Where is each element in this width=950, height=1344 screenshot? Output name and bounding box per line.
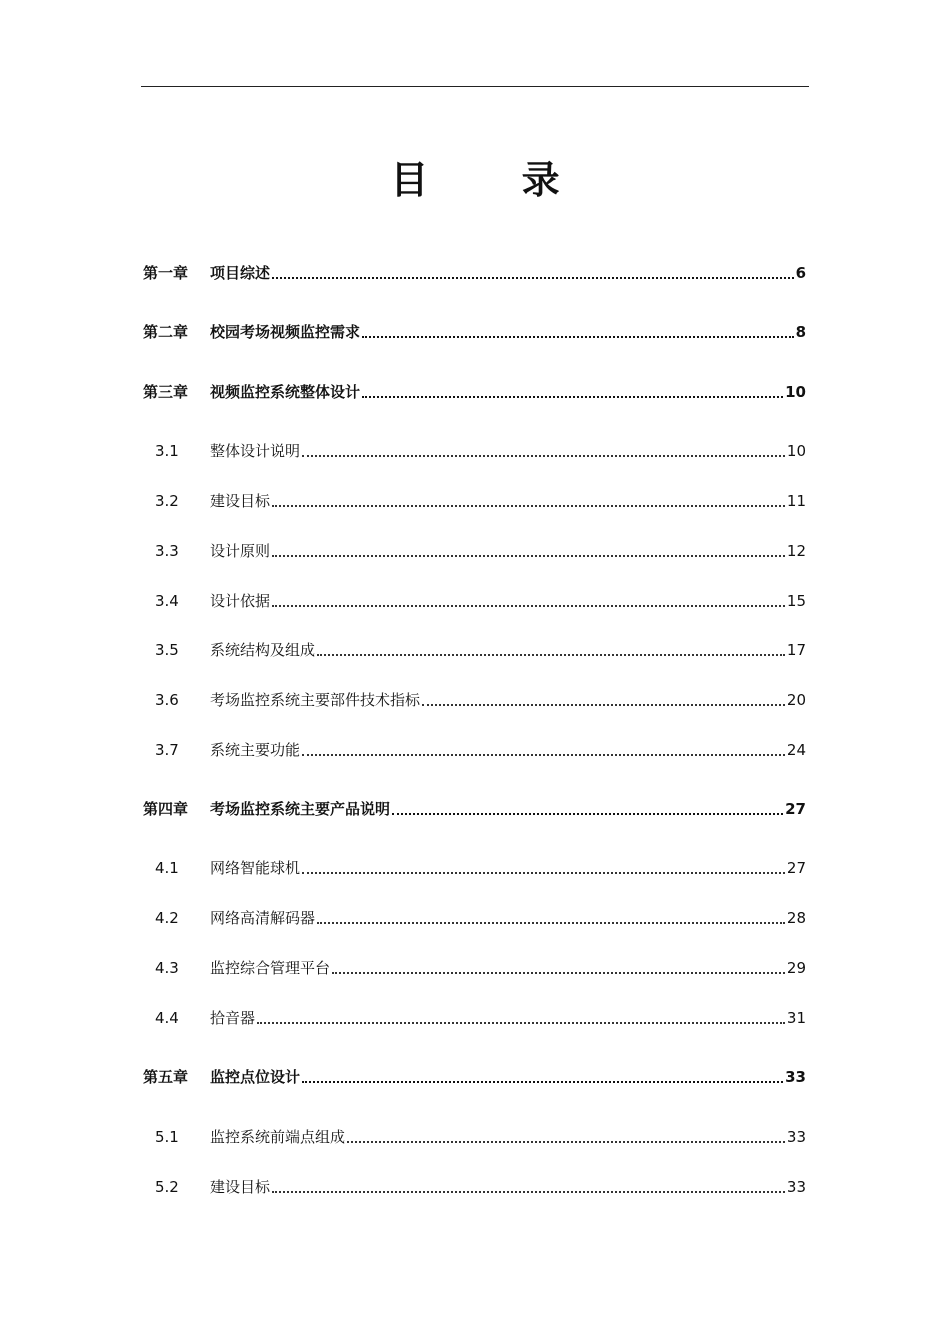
toc-entry-title: 监控点位设计: [210, 1068, 301, 1086]
toc-entry-chapter-5[interactable]: [143, 1065, 806, 1089]
toc-entry-title: 网络高清解码器: [210, 909, 316, 927]
toc-entry-page: 12: [786, 542, 806, 560]
toc-entry-number: 5.2: [155, 1178, 179, 1196]
toc-dot-leader: [272, 555, 785, 557]
toc-entry-number: 3.1: [155, 442, 179, 460]
toc-entry-page: 31: [786, 1009, 806, 1027]
toc-entry-title: 整体设计说明: [210, 442, 301, 460]
toc-dot-leader: [347, 1141, 785, 1143]
toc-entry-chapter-1[interactable]: [143, 261, 806, 285]
toc-dot-leader: [272, 277, 794, 279]
toc-entry-section-3-4[interactable]: [143, 589, 806, 613]
toc-dot-leader: [257, 1022, 785, 1024]
toc-entry-section-3-5[interactable]: [143, 638, 806, 662]
toc-entry-section-4-3[interactable]: [143, 956, 806, 980]
toc-entry-page: 17: [786, 641, 806, 659]
toc-dot-leader: [362, 396, 783, 398]
toc-entry-page: 10: [785, 383, 806, 401]
toc-entry-number: 5.1: [155, 1128, 179, 1146]
toc-entry-title: 建设目标: [210, 492, 271, 510]
toc-entry-title: 考场监控系统主要产品说明: [210, 800, 391, 818]
header-rule: [141, 86, 809, 87]
toc-entry-number: 4.1: [155, 859, 179, 877]
toc-dot-leader: [317, 922, 785, 924]
toc-entry-number: 第四章: [143, 800, 189, 818]
toc-entry-title: 项目综述: [210, 264, 271, 282]
toc-dot-leader: [317, 654, 785, 656]
toc-entry-page: 29: [786, 959, 806, 977]
toc-dot-leader: [272, 605, 785, 607]
toc-entry-section-3-3[interactable]: [143, 539, 806, 563]
toc-entry-title: 监控综合管理平台: [210, 959, 331, 977]
toc-entry-page: 28: [786, 909, 806, 927]
toc-entry-page: 33: [786, 1128, 806, 1146]
toc-entry-chapter-2[interactable]: [143, 320, 806, 344]
toc-entry-page: 33: [785, 1068, 806, 1086]
toc-dot-leader: [392, 813, 783, 815]
toc-entry-title: 拾音器: [210, 1009, 256, 1027]
toc-entry-section-4-4[interactable]: [143, 1006, 806, 1030]
toc-entry-section-5-1[interactable]: [143, 1125, 806, 1149]
toc-entry-number: 3.4: [155, 592, 179, 610]
toc-entry-page: 15: [786, 592, 806, 610]
toc-entry-number: 第一章: [143, 264, 189, 282]
toc-entry-title: 网络智能球机: [210, 859, 301, 877]
toc-entry-title: 视频监控系统整体设计: [210, 383, 361, 401]
toc-entry-page: 33: [786, 1178, 806, 1196]
toc-entry-section-4-1[interactable]: [143, 856, 806, 880]
toc-entry-title: 建设目标: [210, 1178, 271, 1196]
toc-entry-number: 3.2: [155, 492, 179, 510]
toc-entry-page: 27: [786, 859, 806, 877]
toc-entry-title: 设计原则: [210, 542, 271, 560]
toc-entry-section-3-1[interactable]: [143, 439, 806, 463]
toc-entry-number: 3.6: [155, 691, 179, 709]
toc-entry-title: 监控系统前端点组成: [210, 1128, 346, 1146]
toc-dot-leader: [302, 872, 785, 874]
toc-entry-page: 20: [786, 691, 806, 709]
toc-entry-number: 第五章: [143, 1068, 189, 1086]
toc-dot-leader: [272, 505, 785, 507]
toc-entry-page: 8: [795, 323, 806, 341]
toc-entry-number: 3.3: [155, 542, 179, 560]
toc-dot-leader: [332, 972, 785, 974]
toc-entry-section-4-2[interactable]: [143, 906, 806, 930]
toc-entry-page: 6: [795, 264, 806, 282]
toc-dot-leader: [302, 455, 785, 457]
toc-entry-page: 24: [786, 741, 806, 759]
toc-entry-section-3-2[interactable]: [143, 489, 806, 513]
toc-dot-leader: [302, 754, 785, 756]
toc-entry-title: 校园考场视频监控需求: [210, 323, 361, 341]
toc-entry-number: 4.2: [155, 909, 179, 927]
toc-entry-number: 4.3: [155, 959, 179, 977]
toc-entry-title: 考场监控系统主要部件技术指标: [210, 691, 421, 709]
toc-dot-leader: [362, 336, 794, 338]
toc-entry-number: 3.7: [155, 741, 179, 759]
toc-entry-number: 3.5: [155, 641, 179, 659]
toc-entry-title: 系统结构及组成: [210, 641, 316, 659]
toc-entry-number: 4.4: [155, 1009, 179, 1027]
toc-entry-number: 第二章: [143, 323, 189, 341]
toc-dot-leader: [422, 704, 785, 706]
toc-entry-section-3-7[interactable]: [143, 738, 806, 762]
toc-entry-title: 设计依据: [210, 592, 271, 610]
toc-entry-number: 第三章: [143, 383, 189, 401]
toc-entry-chapter-4[interactable]: [143, 797, 806, 821]
toc-entry-section-3-6[interactable]: [143, 688, 806, 712]
page-title: 目 录: [390, 158, 600, 202]
toc-entry-page: 11: [786, 492, 806, 510]
toc-entry-section-5-2[interactable]: [143, 1175, 806, 1199]
toc-dot-leader: [272, 1191, 785, 1193]
toc-entry-page: 27: [785, 800, 806, 818]
toc-dot-leader: [302, 1081, 783, 1083]
toc-entry-chapter-3[interactable]: [143, 380, 806, 404]
toc-entry-title: 系统主要功能: [210, 741, 301, 759]
toc-entry-page: 10: [786, 442, 806, 460]
